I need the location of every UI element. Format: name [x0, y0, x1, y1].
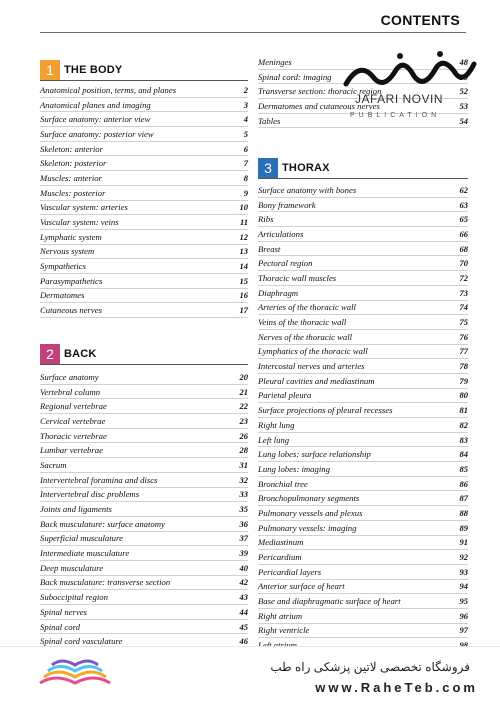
toc-entry[interactable]	[40, 201, 248, 216]
toc-entry-title: Cutaneous nerves	[40, 305, 103, 316]
toc-entry-page: 45	[239, 621, 248, 632]
section-3-header	[258, 158, 468, 179]
toc-entry[interactable]	[258, 301, 468, 316]
toc-entry[interactable]	[258, 359, 468, 374]
toc-entry-page: 14	[239, 261, 248, 272]
toc-entry-page: 74	[459, 302, 468, 313]
toc-entry[interactable]	[40, 576, 248, 591]
toc-entry-page: 73	[459, 287, 468, 298]
publisher-subtitle: PUBLICATION	[350, 112, 441, 119]
toc-entry[interactable]	[40, 414, 248, 429]
toc-entry[interactable]	[258, 624, 468, 639]
toc-entry-page: 11	[239, 217, 248, 228]
toc-entry[interactable]	[40, 171, 248, 186]
toc-entry-page: 12	[239, 231, 248, 242]
toc-entry[interactable]	[258, 330, 468, 345]
section-1-title: THE BODY	[64, 64, 123, 76]
toc-entry[interactable]	[40, 590, 248, 605]
toc-entry-title: Muscles: posterior	[40, 187, 106, 198]
toc-entry[interactable]	[40, 517, 248, 532]
toc-entry-page: 42	[239, 577, 248, 588]
toc-entry-page: 2	[243, 84, 248, 95]
toc-entry[interactable]	[40, 127, 248, 142]
toc-entry-page: 22	[239, 401, 248, 412]
toc-entry[interactable]	[258, 256, 468, 271]
toc-entry[interactable]	[40, 561, 248, 576]
toc-entry-page: 53	[459, 100, 468, 111]
toc-entry-page: 31	[239, 459, 248, 470]
toc-entry-page: 77	[459, 346, 468, 357]
toc-entry-page: 79	[459, 375, 468, 386]
toc-entry-title: Joints and ligaments	[40, 504, 112, 515]
toc-entry-page: 43	[239, 592, 248, 603]
footer-store-name: فروشگاه تخصصی لاتین پزشکی راه طب	[270, 660, 470, 674]
toc-entry-title: Breast	[258, 243, 281, 254]
toc-entry[interactable]	[258, 447, 468, 462]
toc-entry[interactable]	[258, 389, 468, 404]
section-2-list	[40, 370, 248, 649]
toc-entry-title: Skeleton: anterior	[40, 143, 103, 154]
toc-entry-title: Mediastinum	[258, 537, 304, 548]
toc-entry-page: 86	[459, 478, 468, 489]
toc-entry-title: Pericardium	[258, 552, 302, 563]
toc-entry-page: 65	[459, 214, 468, 225]
toc-entry[interactable]	[40, 502, 248, 517]
toc-entry-page: 7	[243, 158, 248, 169]
toc-entry[interactable]	[258, 345, 468, 360]
toc-entry-title: Muscles: anterior	[40, 172, 103, 183]
toc-entry-page: 5	[243, 128, 248, 139]
toc-entry[interactable]	[258, 198, 468, 213]
toc-entry-page: 94	[459, 581, 468, 592]
toc-entry[interactable]	[40, 429, 248, 444]
toc-entry-page: 96	[459, 610, 468, 621]
toc-entry-page: 87	[459, 493, 468, 504]
toc-entry-title: Vascular system: arteries	[40, 202, 128, 213]
toc-entry-page: 36	[239, 518, 248, 529]
toc-entry-page: 13	[239, 246, 248, 257]
toc-entry[interactable]	[258, 521, 468, 536]
toc-entry[interactable]	[40, 532, 248, 547]
toc-entry-title: Tables	[258, 115, 281, 126]
toc-entry[interactable]	[258, 433, 468, 448]
toc-entry[interactable]	[258, 271, 468, 286]
toc-entry-title: Anatomical planes and imaging	[40, 99, 151, 110]
toc-entry-page: 33	[239, 489, 248, 500]
toc-entry-title: Superficial musculature	[40, 533, 123, 544]
toc-entry-title: Dermatomes and cutaneous nerves	[258, 100, 380, 111]
toc-entry-page: 20	[239, 371, 248, 382]
toc-entry-page: 54	[459, 115, 468, 126]
toc-entry-title: Thoracic vertebrae	[40, 430, 107, 441]
toc-entry-title: Bronchial tree	[258, 478, 308, 489]
toc-entry[interactable]	[40, 620, 248, 635]
toc-entry[interactable]	[40, 230, 248, 245]
toc-entry[interactable]	[40, 156, 248, 171]
section-3-number: 3	[258, 158, 278, 178]
toc-entry-page: 95	[459, 596, 468, 607]
toc-entry[interactable]	[258, 227, 468, 242]
toc-entry-title: Bony framework	[258, 199, 316, 210]
toc-entry-page: 75	[459, 317, 468, 328]
toc-entry-page: 8	[243, 172, 248, 183]
toc-entry-title: Skeleton: posterior	[40, 158, 107, 169]
toc-entry-page: 78	[459, 361, 468, 372]
toc-entry-title: Intermediate musculature	[40, 548, 130, 559]
page-title: CONTENTS	[380, 12, 460, 28]
toc-entry-title: Articulations	[258, 228, 304, 239]
toc-entry[interactable]	[258, 594, 468, 609]
toc-entry[interactable]	[258, 477, 468, 492]
toc-entry-title: Lymphatic system	[40, 231, 102, 242]
toc-entry-title: Nerves of the thoracic wall	[258, 331, 353, 342]
toc-entry-page: 10	[239, 202, 248, 213]
toc-entry[interactable]	[258, 491, 468, 506]
toc-entry-title: Ribs	[258, 214, 274, 225]
toc-entry-page: 50	[459, 71, 468, 82]
toc-entry-page: 70	[459, 258, 468, 269]
toc-entry-title: Suboccipital region	[40, 592, 108, 603]
toc-entry-page: 48	[459, 56, 468, 67]
toc-entry-title: Dermatomes	[40, 290, 85, 301]
toc-entry-title: Bronchopulmonary segments	[258, 493, 360, 504]
toc-entry-page: 46	[239, 636, 248, 647]
toc-entry-title: Sacrum	[40, 459, 67, 470]
toc-entry-title: Left lung	[258, 434, 290, 445]
toc-entry-page: 97	[459, 625, 468, 636]
toc-entry-page: 44	[239, 606, 248, 617]
toc-entry-title: Lung lobes: imaging	[258, 463, 330, 474]
toc-entry-page: 85	[459, 463, 468, 474]
toc-entry-title: Surface anatomy	[40, 371, 99, 382]
toc-entry-title: Anterior surface of heart	[258, 581, 345, 592]
section-2-number: 2	[40, 344, 60, 364]
toc-entry-title: Veins of the thoracic wall	[258, 317, 347, 328]
toc-entry-title: Meninges	[258, 56, 292, 67]
section-1-header	[40, 60, 248, 81]
toc-entry-title: Arteries of the thoracic wall	[258, 302, 356, 313]
toc-entry-page: 35	[239, 504, 248, 515]
toc-entry-title: Intervertebral disc problems	[40, 489, 140, 500]
toc-entry-page: 84	[459, 449, 468, 460]
toc-entry[interactable]	[258, 609, 468, 624]
toc-entry-page: 76	[459, 331, 468, 342]
toc-entry[interactable]	[258, 242, 468, 257]
toc-entry-title: Nervous system	[40, 246, 95, 257]
section-1-list	[40, 83, 248, 318]
header-rule	[40, 32, 466, 33]
toc-entry-page: 9	[243, 187, 248, 198]
toc-entry[interactable]	[40, 385, 248, 400]
toc-entry-title: Parasympathetics	[40, 275, 103, 286]
toc-entry-page: 21	[239, 386, 248, 397]
toc-entry[interactable]	[40, 98, 248, 113]
toc-entry-title: Lung lobes: surface relationship	[258, 449, 371, 460]
toc-entry-page: 4	[243, 114, 248, 125]
toc-entry-page: 15	[239, 275, 248, 286]
toc-entry-title: Anatomical position, terms, and planes	[40, 84, 177, 95]
toc-entry-page: 62	[459, 184, 468, 195]
toc-entry[interactable]	[40, 458, 248, 473]
toc-entry[interactable]	[40, 546, 248, 561]
toc-entry[interactable]	[40, 303, 248, 318]
toc-entry-page: 32	[239, 474, 248, 485]
toc-entry-title: Diaphragm	[258, 287, 299, 298]
footer-banner	[0, 646, 500, 701]
toc-entry-title: Surface anatomy with bones	[258, 184, 357, 195]
toc-entry-title: Surface anatomy: anterior view	[40, 114, 151, 125]
toc-entry[interactable]	[40, 83, 248, 98]
toc-entry[interactable]	[258, 212, 468, 227]
toc-entry[interactable]	[40, 289, 248, 304]
toc-entry-page: 3	[243, 99, 248, 110]
toc-entry-page: 83	[459, 434, 468, 445]
toc-entry[interactable]	[258, 550, 468, 565]
toc-entry-page: 89	[459, 522, 468, 533]
toc-entry-title: Vascular system: veins	[40, 217, 119, 228]
toc-entry-title: Cervical vertebrae	[40, 415, 106, 426]
toc-entry[interactable]	[40, 259, 248, 274]
toc-entry[interactable]	[258, 418, 468, 433]
toc-entry[interactable]	[258, 462, 468, 477]
toc-entry-page: 63	[459, 199, 468, 210]
toc-entry[interactable]	[40, 605, 248, 620]
toc-entry[interactable]	[40, 274, 248, 289]
toc-entry-title: Pulmonary vessels: imaging	[258, 522, 357, 533]
toc-entry-title: Lymphatics of the thoracic wall	[258, 346, 368, 357]
toc-entry[interactable]	[40, 142, 248, 157]
toc-entry-title: Transverse section: thoracic region	[258, 86, 382, 97]
toc-entry-title: Spinal cord	[40, 621, 80, 632]
toc-entry[interactable]	[40, 112, 248, 127]
toc-entry-page: 40	[239, 562, 248, 573]
section-1-number: 1	[40, 60, 60, 80]
toc-entry-title: Sympathetics	[40, 261, 86, 272]
footer-website[interactable]: www.RaheTeb.com	[315, 680, 478, 695]
publisher-name: JAFARI NOVIN	[355, 92, 444, 106]
toc-entry[interactable]	[40, 443, 248, 458]
section-2-title: BACK	[64, 348, 97, 360]
toc-entry-page: 81	[459, 405, 468, 416]
toc-entry-page: 88	[459, 507, 468, 518]
toc-entry-page: 26	[239, 430, 248, 441]
toc-entry-page: 92	[459, 552, 468, 563]
toc-entry[interactable]	[40, 473, 248, 488]
toc-entry[interactable]	[40, 399, 248, 414]
toc-entry-title: Parietal pleura	[258, 390, 312, 401]
toc-entry-title: Spinal cord: imaging	[258, 71, 332, 82]
toc-entry-page: 82	[459, 419, 468, 430]
toc-entry-title: Lumbar vertebrae	[40, 445, 103, 456]
toc-entry-title: Intercostal nerves and arteries	[258, 361, 365, 372]
toc-entry-title: Intervertebral foramina and discs	[40, 474, 158, 485]
toc-entry-page: 93	[459, 566, 468, 577]
toc-entry-title: Right lung	[258, 419, 295, 430]
toc-entry[interactable]	[258, 315, 468, 330]
toc-entry-title: Spinal cord vasculature	[40, 636, 123, 647]
toc-entry-page: 72	[459, 272, 468, 283]
toc-entry-page: 17	[239, 305, 248, 316]
toc-entry[interactable]	[258, 580, 468, 595]
toc-entry-title: Pericardial layers	[258, 566, 322, 577]
book-logo-icon	[36, 653, 114, 693]
toc-entry[interactable]	[40, 370, 248, 385]
toc-entry[interactable]	[40, 215, 248, 230]
toc-entry-title: Thoracic wall muscles	[258, 272, 337, 283]
toc-entry-page: 80	[459, 390, 468, 401]
toc-entry[interactable]	[40, 245, 248, 260]
toc-entry-page: 68	[459, 243, 468, 254]
toc-entry-title: Regional vertebrae	[40, 401, 107, 412]
toc-entry[interactable]	[258, 536, 468, 551]
section-3-title: THORAX	[282, 162, 330, 174]
toc-entry-page: 66	[459, 228, 468, 239]
toc-entry[interactable]	[258, 403, 468, 418]
toc-entry[interactable]	[40, 186, 248, 201]
toc-entry-title: Back musculature: transverse section	[40, 577, 171, 588]
toc-entry-page: 39	[239, 548, 248, 559]
toc-entry-page: 37	[239, 533, 248, 544]
calligraphy-logo-icon	[340, 50, 480, 97]
toc-entry-title: Right atrium	[258, 610, 303, 621]
toc-entry-page: 16	[239, 290, 248, 301]
toc-entry-title: Vertebral column	[40, 386, 101, 397]
toc-entry-title: Right ventricle	[258, 625, 310, 636]
toc-entry-title: Pleural cavities and mediastinum	[258, 375, 375, 386]
toc-entry-title: Deep musculature	[40, 562, 104, 573]
section-2-header	[40, 344, 248, 365]
toc-entry-title: Pulmonary vessels and plexus	[258, 507, 363, 518]
toc-entry-page: 23	[239, 415, 248, 426]
toc-entry-title: Pectoral region	[258, 258, 313, 269]
toc-entry-page: 6	[243, 143, 248, 154]
toc-entry-title: Spinal nerves	[40, 606, 88, 617]
toc-entry-page: 28	[239, 445, 248, 456]
toc-entry[interactable]	[258, 565, 468, 580]
toc-entry-title: Surface projections of pleural recesses	[258, 405, 393, 416]
toc-entry[interactable]	[258, 183, 468, 198]
toc-entry-title: Base and diaphragmatic surface of heart	[258, 596, 401, 607]
section-3-list	[258, 183, 468, 653]
toc-entry[interactable]	[258, 286, 468, 301]
toc-entry-page: 52	[459, 86, 468, 97]
toc-entry-title: Back musculature: surface anatomy	[40, 518, 165, 529]
toc-entry[interactable]	[40, 488, 248, 503]
toc-entry-page: 91	[459, 537, 468, 548]
toc-entry-title: Surface anatomy: posterior view	[40, 128, 154, 139]
toc-entry[interactable]	[258, 506, 468, 521]
toc-entry[interactable]	[258, 374, 468, 389]
